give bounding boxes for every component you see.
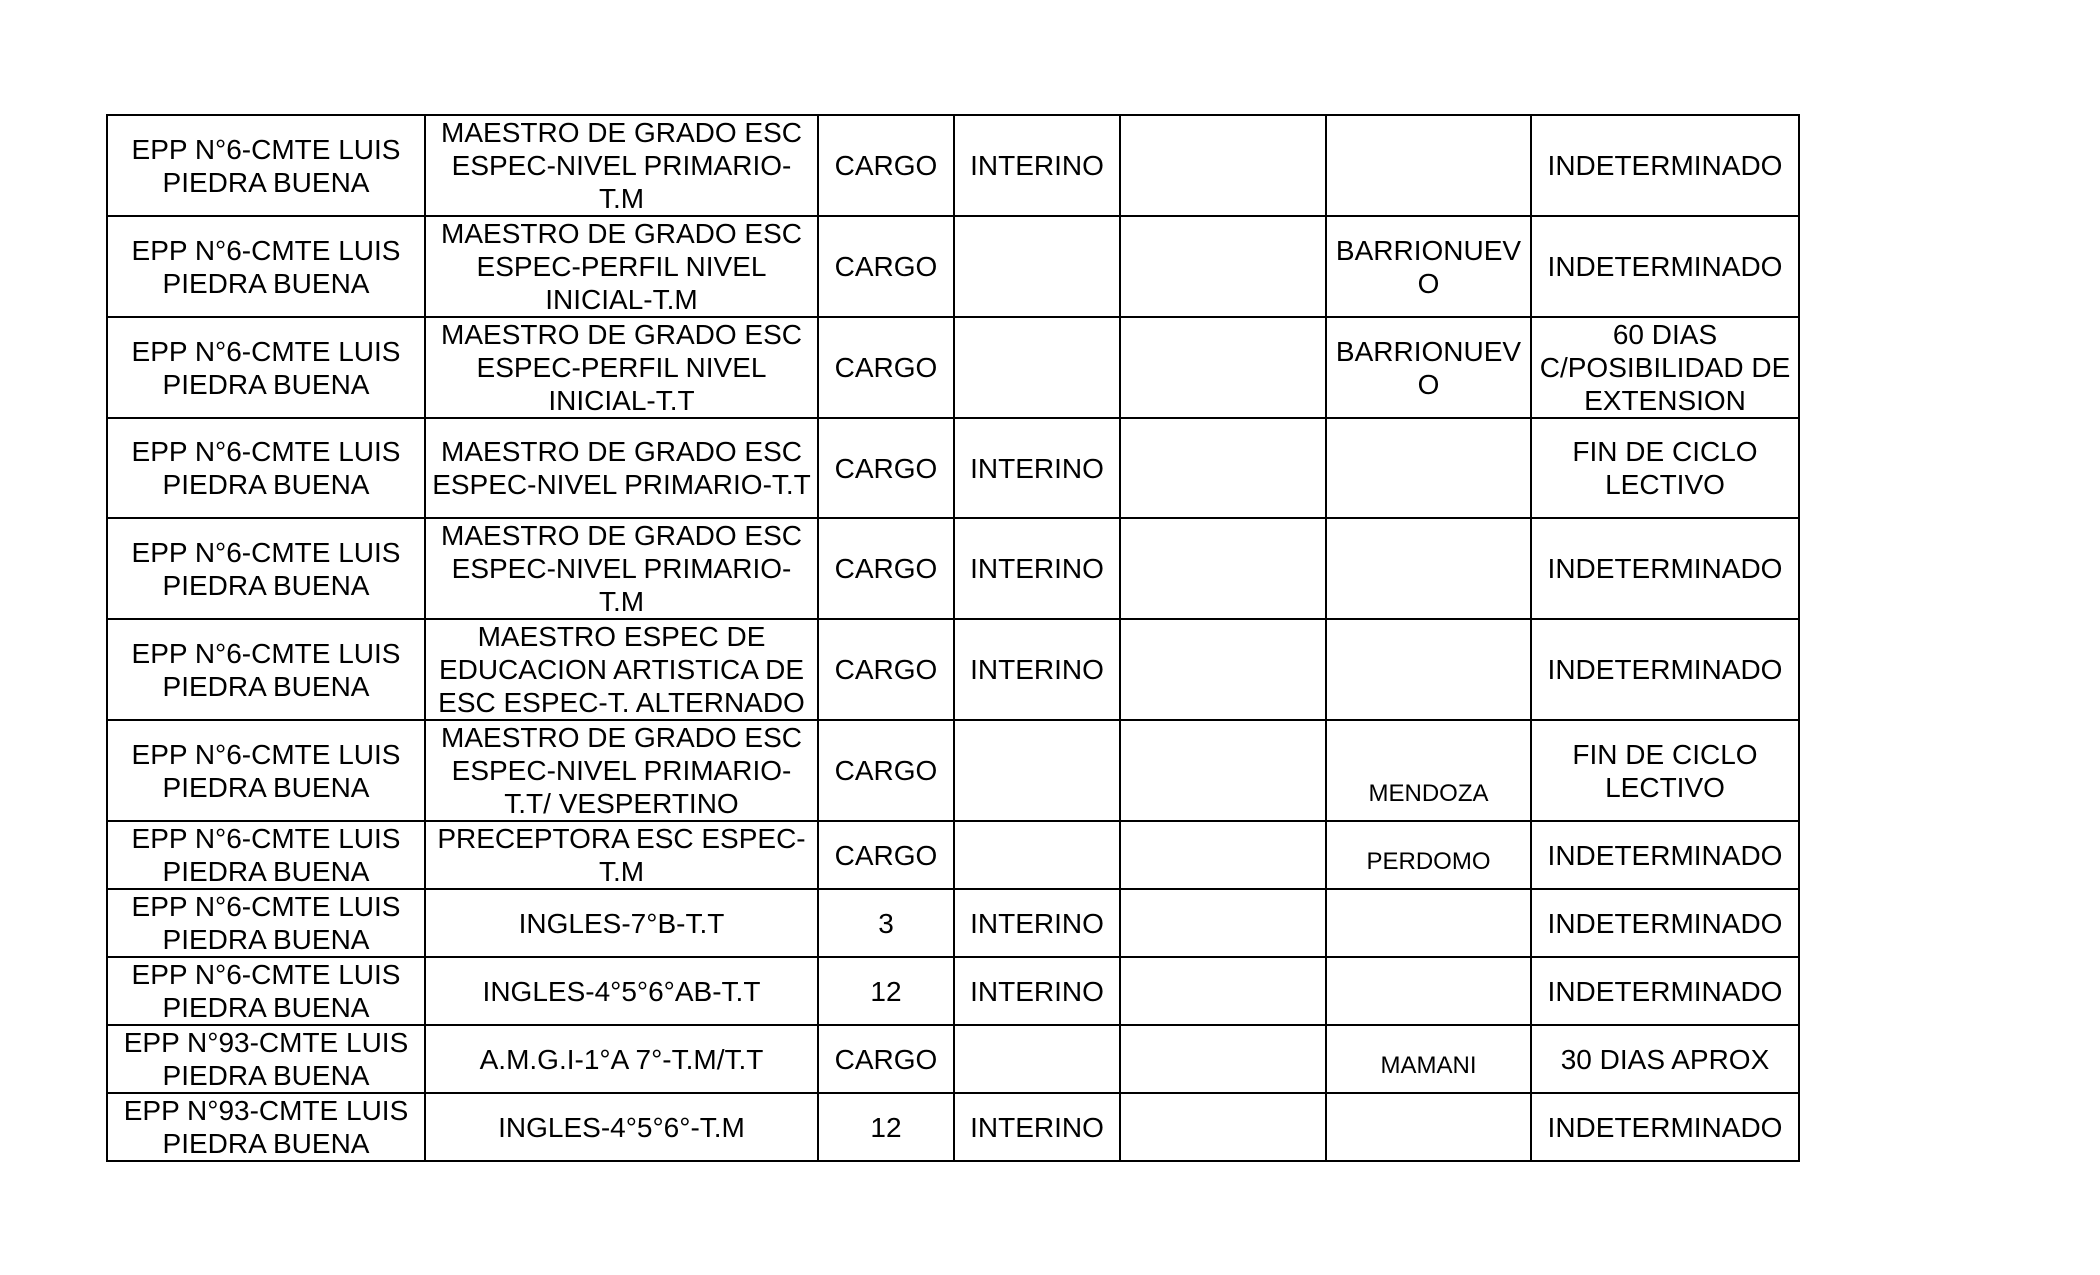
table-row xyxy=(107,821,1799,889)
status-cell: INTERINO xyxy=(954,518,1120,619)
duration-cell: 60 DIAS C/POSIBILIDAD DE EXTENSION xyxy=(1531,317,1799,418)
type-cell: CARGO xyxy=(818,821,954,889)
status-cell xyxy=(954,1025,1120,1093)
table-row xyxy=(107,317,1799,418)
school-cell: EPP N°6-CMTE LUIS PIEDRA BUENA xyxy=(107,957,425,1025)
school-cell: EPP N°6-CMTE LUIS PIEDRA BUENA xyxy=(107,821,425,889)
status-cell: INTERINO xyxy=(954,1093,1120,1161)
position-cell: PRECEPTORA ESC ESPEC-T.M xyxy=(425,821,818,889)
duration-cell: FIN DE CICLO LECTIVO xyxy=(1531,720,1799,821)
duration-cell: INDETERMINADO xyxy=(1531,619,1799,720)
name-cell xyxy=(1326,957,1531,1025)
type-cell: CARGO xyxy=(818,720,954,821)
school-cell: EPP N°6-CMTE LUIS PIEDRA BUENA xyxy=(107,889,425,957)
empty-cell xyxy=(1120,957,1326,1025)
name-cell: MENDOZA xyxy=(1326,720,1531,821)
duration-cell: INDETERMINADO xyxy=(1531,115,1799,216)
name-cell xyxy=(1326,889,1531,957)
status-cell: INTERINO xyxy=(954,619,1120,720)
duration-cell: INDETERMINADO xyxy=(1531,889,1799,957)
duration-cell: INDETERMINADO xyxy=(1531,518,1799,619)
status-cell xyxy=(954,720,1120,821)
name-cell: BARRIONUEV O xyxy=(1326,317,1531,418)
name-cell: MAMANI xyxy=(1326,1025,1531,1093)
school-cell: EPP N°6-CMTE LUIS PIEDRA BUENA xyxy=(107,216,425,317)
position-cell: MAESTRO DE GRADO ESC ESPEC-NIVEL PRIMARIO-T.M xyxy=(425,518,818,619)
duration-cell: FIN DE CICLO LECTIVO xyxy=(1531,418,1799,518)
position-cell: A.M.G.I-1°A 7°-T.M/T.T xyxy=(425,1025,818,1093)
position-cell: MAESTRO DE GRADO ESC ESPEC-PERFIL NIVEL INICIAL-T.T xyxy=(425,317,818,418)
status-cell: INTERINO xyxy=(954,115,1120,216)
name-cell xyxy=(1326,115,1531,216)
table-row xyxy=(107,1093,1799,1161)
school-cell: EPP N°93-CMTE LUIS PIEDRA BUENA xyxy=(107,1025,425,1093)
school-cell: EPP N°6-CMTE LUIS PIEDRA BUENA xyxy=(107,418,425,518)
table-row xyxy=(107,216,1799,317)
school-cell: EPP N°6-CMTE LUIS PIEDRA BUENA xyxy=(107,115,425,216)
position-cell: MAESTRO ESPEC DE EDUCACION ARTISTICA DE ESC ESPEC-T. ALTERNADO xyxy=(425,619,818,720)
table-row xyxy=(107,1025,1799,1093)
name-cell xyxy=(1326,418,1531,518)
position-cell: MAESTRO DE GRADO ESC ESPEC-NIVEL PRIMARIO-T.T xyxy=(425,418,818,518)
type-cell: CARGO xyxy=(818,518,954,619)
vacancies-table xyxy=(106,114,1800,1162)
status-cell: INTERINO xyxy=(954,418,1120,518)
empty-cell xyxy=(1120,1025,1326,1093)
duration-cell: INDETERMINADO xyxy=(1531,821,1799,889)
status-cell: INTERINO xyxy=(954,889,1120,957)
status-cell xyxy=(954,821,1120,889)
type-cell: 12 xyxy=(818,1093,954,1161)
school-cell: EPP N°6-CMTE LUIS PIEDRA BUENA xyxy=(107,518,425,619)
duration-cell: INDETERMINADO xyxy=(1531,957,1799,1025)
status-cell xyxy=(954,317,1120,418)
empty-cell xyxy=(1120,720,1326,821)
status-cell: INTERINO xyxy=(954,957,1120,1025)
school-cell: EPP N°6-CMTE LUIS PIEDRA BUENA xyxy=(107,720,425,821)
position-cell: MAESTRO DE GRADO ESC ESPEC-NIVEL PRIMARIO-T.T/ VESPERTINO xyxy=(425,720,818,821)
type-cell: 12 xyxy=(818,957,954,1025)
name-cell: BARRIONUEV O xyxy=(1326,216,1531,317)
empty-cell xyxy=(1120,317,1326,418)
empty-cell xyxy=(1120,518,1326,619)
duration-cell: INDETERMINADO xyxy=(1531,1093,1799,1161)
name-cell: PERDOMO xyxy=(1326,821,1531,889)
empty-cell xyxy=(1120,418,1326,518)
table-row xyxy=(107,115,1799,216)
empty-cell xyxy=(1120,889,1326,957)
table-row xyxy=(107,518,1799,619)
table-row xyxy=(107,957,1799,1025)
empty-cell xyxy=(1120,821,1326,889)
empty-cell xyxy=(1120,619,1326,720)
empty-cell xyxy=(1120,115,1326,216)
duration-cell: INDETERMINADO xyxy=(1531,216,1799,317)
type-cell: CARGO xyxy=(818,418,954,518)
table-row xyxy=(107,418,1799,518)
position-cell: MAESTRO DE GRADO ESC ESPEC-PERFIL NIVEL INICIAL-T.M xyxy=(425,216,818,317)
table-row xyxy=(107,720,1799,821)
school-cell: EPP N°93-CMTE LUIS PIEDRA BUENA xyxy=(107,1093,425,1161)
type-cell: CARGO xyxy=(818,115,954,216)
empty-cell xyxy=(1120,216,1326,317)
table-row xyxy=(107,889,1799,957)
type-cell: CARGO xyxy=(818,317,954,418)
type-cell: CARGO xyxy=(818,619,954,720)
table-row xyxy=(107,619,1799,720)
type-cell: 3 xyxy=(818,889,954,957)
school-cell: EPP N°6-CMTE LUIS PIEDRA BUENA xyxy=(107,619,425,720)
name-cell xyxy=(1326,1093,1531,1161)
name-cell xyxy=(1326,619,1531,720)
status-cell xyxy=(954,216,1120,317)
name-cell xyxy=(1326,518,1531,619)
position-cell: INGLES-4°5°6°-T.M xyxy=(425,1093,818,1161)
duration-cell: 30 DIAS APROX xyxy=(1531,1025,1799,1093)
type-cell: CARGO xyxy=(818,1025,954,1093)
type-cell: CARGO xyxy=(818,216,954,317)
position-cell: INGLES-7°B-T.T xyxy=(425,889,818,957)
position-cell: MAESTRO DE GRADO ESC ESPEC-NIVEL PRIMARIO-T.M xyxy=(425,115,818,216)
position-cell: INGLES-4°5°6°AB-T.T xyxy=(425,957,818,1025)
empty-cell xyxy=(1120,1093,1326,1161)
school-cell: EPP N°6-CMTE LUIS PIEDRA BUENA xyxy=(107,317,425,418)
